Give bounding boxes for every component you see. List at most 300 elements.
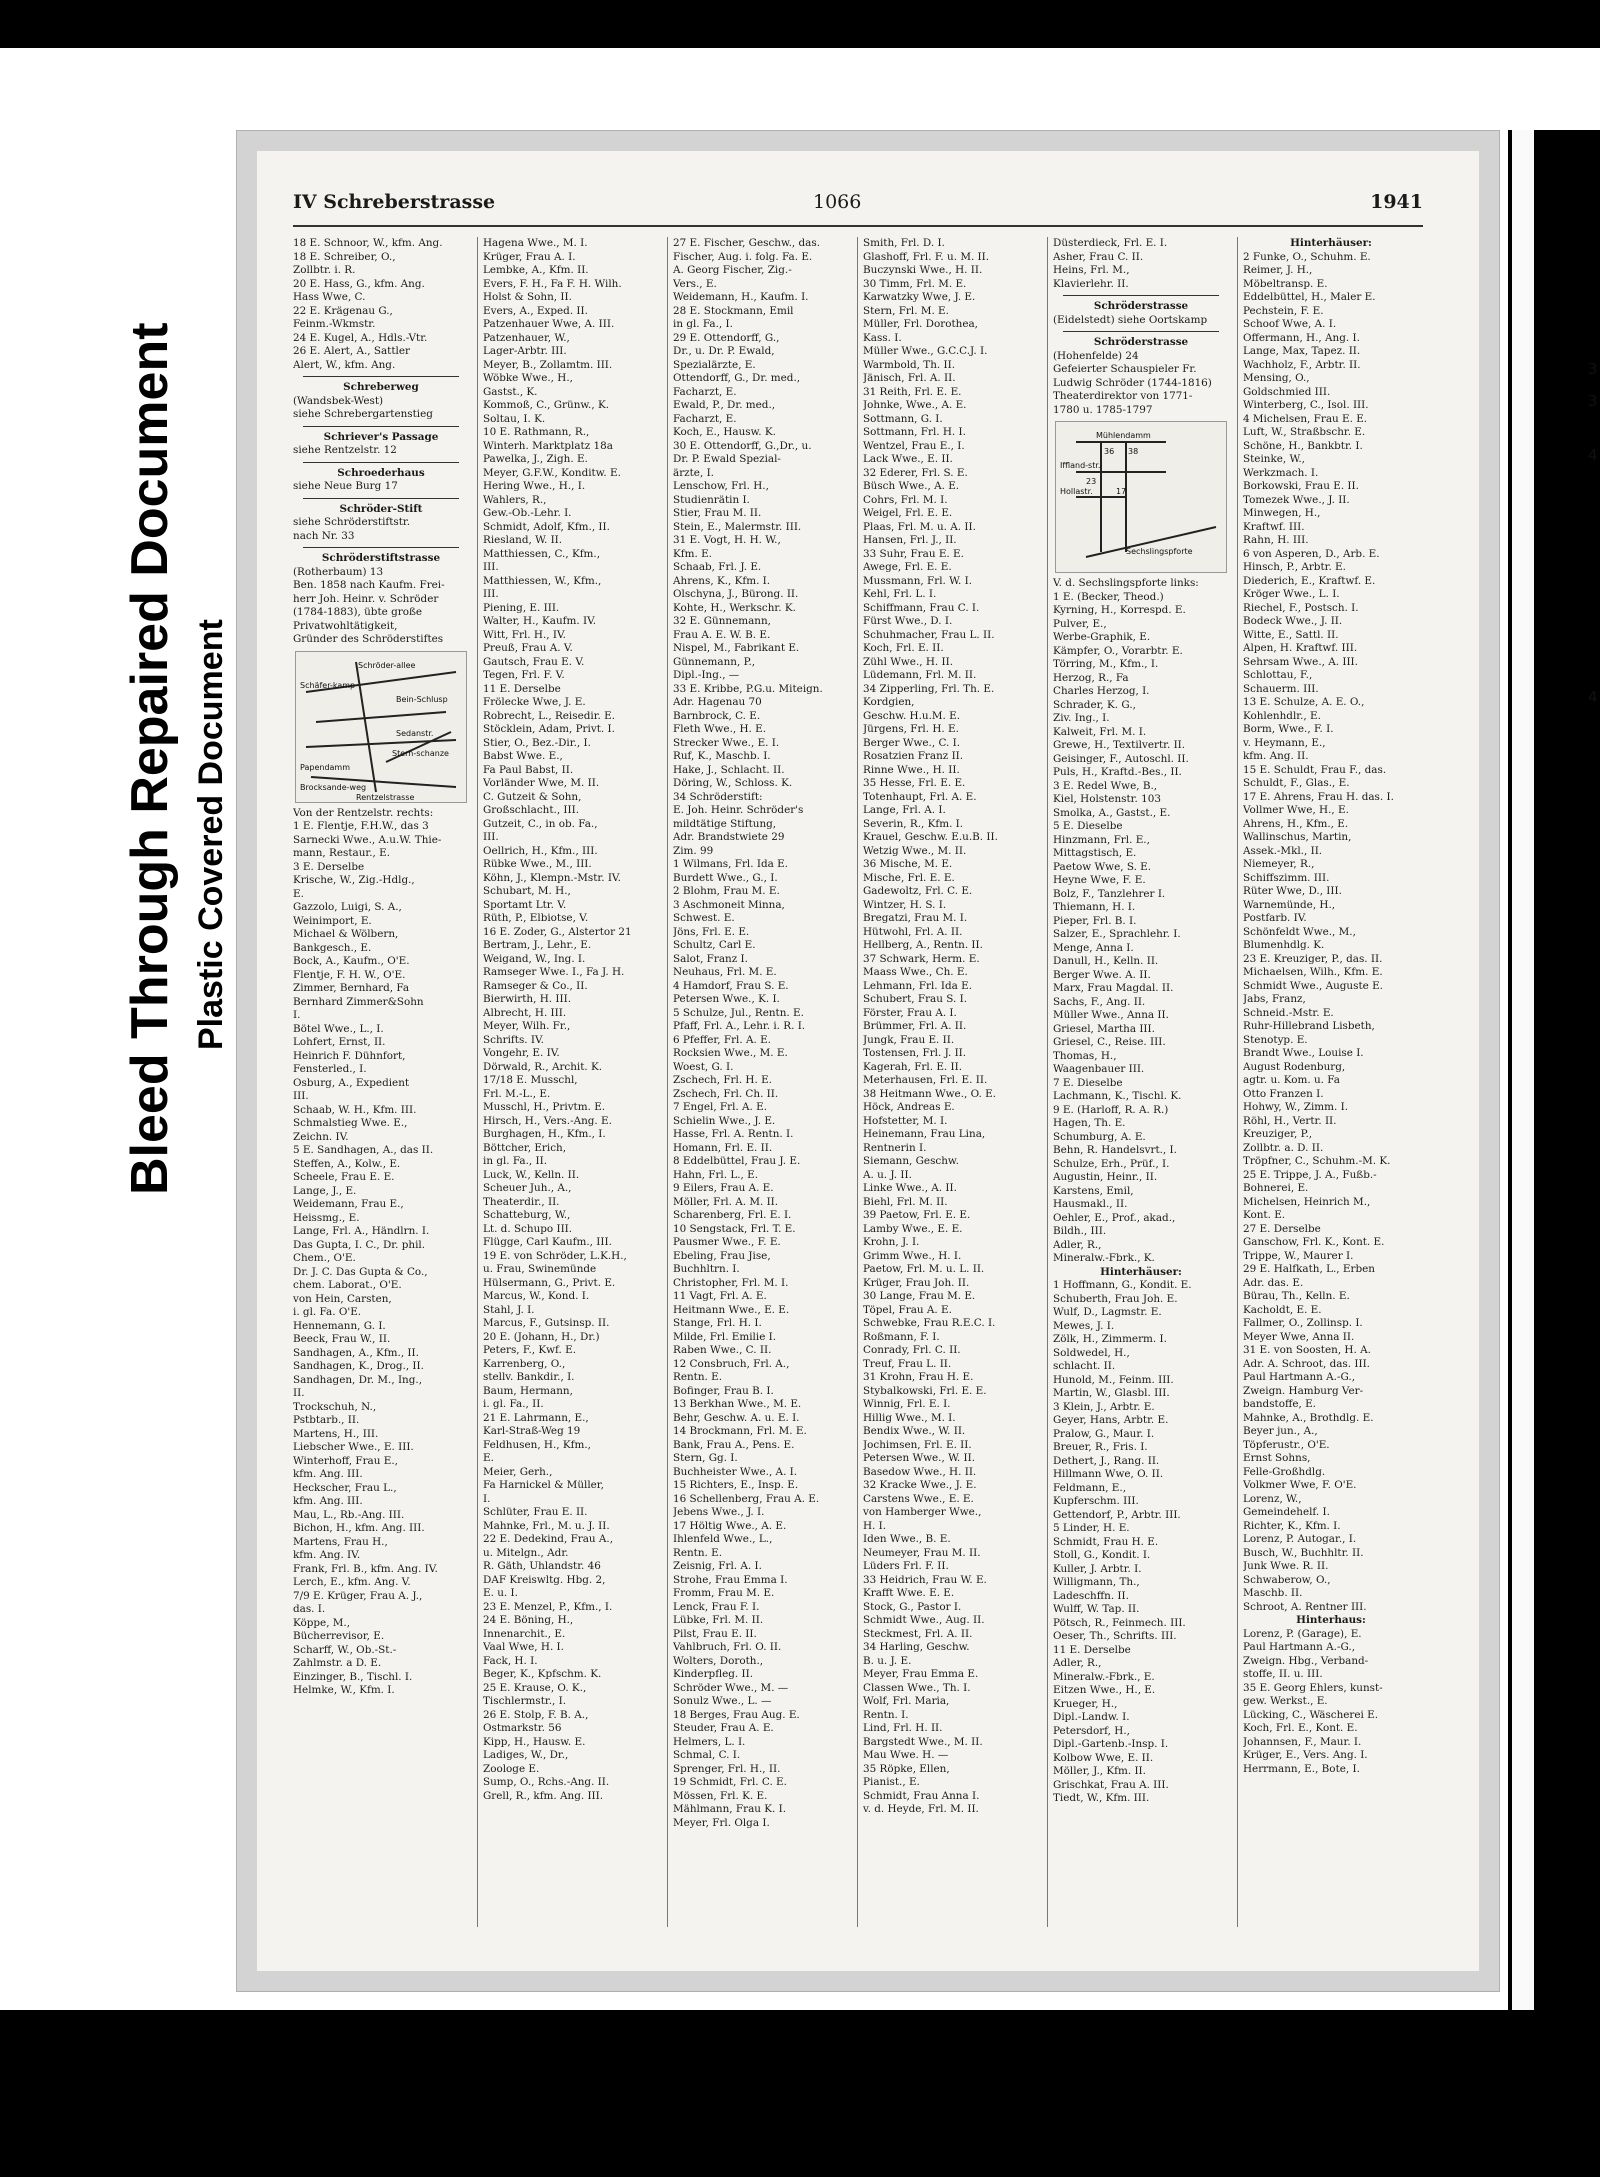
directory-entry: Höck, Andreas E. bbox=[863, 1101, 955, 1113]
directory-entry: Tiedt, W., Kfm. III. bbox=[1053, 1792, 1150, 1804]
directory-entry: 29 E. Ottendorff, G., bbox=[673, 331, 780, 344]
directory-entry: Neuhaus, Frl. M. E. bbox=[673, 966, 777, 978]
directory-entry: 25 E. Trippe, J. A., Fußb.- bbox=[1243, 1168, 1377, 1181]
directory-entry: Schoof Wwe, A. I. bbox=[1243, 318, 1337, 330]
directory-entry: Behn, R. Handelsvrt., I. bbox=[1053, 1144, 1177, 1156]
directory-entry: Kinderpfleg. II. bbox=[673, 1668, 754, 1680]
directory-entry: Ladiges, W., Dr., bbox=[483, 1749, 569, 1761]
directory-entry: Luck, W., Kelln. II. bbox=[483, 1168, 580, 1181]
directory-entry: Krafft Wwe. E. E. bbox=[863, 1587, 955, 1599]
map-label: Iffland-str. bbox=[1060, 461, 1101, 470]
directory-entry: Jürgens, Frl. H. E. bbox=[863, 723, 959, 735]
directory-entry: Schroederhaus bbox=[337, 466, 425, 479]
directory-entry: Oellrich, H., Kfm., III. bbox=[483, 844, 598, 857]
directory-entry: Minwegen, H., bbox=[1243, 507, 1321, 519]
map-label: Rentzelstrasse bbox=[356, 792, 415, 802]
directory-entry: Warnemünde, H., bbox=[1243, 898, 1336, 911]
directory-entry: Hunold, M., Feinm. III. bbox=[1053, 1373, 1174, 1386]
street-map-hohenfelde bbox=[1055, 421, 1227, 573]
directory-entry: Barnbrock, C. E. bbox=[673, 709, 761, 722]
directory-entry: 5 E. Sandhagen, A., das II. bbox=[293, 1144, 434, 1156]
directory-entry: 22 E. Krägenau G., bbox=[293, 304, 393, 317]
directory-entry: Witte, E., Sattl. II. bbox=[1243, 628, 1339, 641]
directory-entry: A. Georg Fischer, Zig.- bbox=[673, 264, 792, 276]
directory-entry: 9 E. (Harloff, R. A. R.) bbox=[1053, 1103, 1169, 1116]
directory-entry: in gl. Fa., I. bbox=[673, 318, 733, 330]
directory-entry: Schrifts. IV. bbox=[483, 1033, 544, 1046]
directory-entry: Adler, R., bbox=[1053, 1238, 1102, 1251]
year-label: 1941 bbox=[1370, 191, 1423, 213]
directory-entry: E. u. I. bbox=[483, 1587, 518, 1599]
directory-entry: Wintzer, H. S. I. bbox=[863, 898, 947, 911]
directory-entry: Marx, Frau Magdal. II. bbox=[1053, 982, 1174, 994]
directory-entry: 12 Consbruch, Frl. A., bbox=[673, 1357, 790, 1370]
directory-entry: Bichon, H., kfm. Ang. III. bbox=[293, 1522, 425, 1534]
directory-entry: Hinsch, P., Arbtr. E. bbox=[1243, 561, 1346, 573]
directory-entry: agtr. u. Kom. u. Fa bbox=[1243, 1074, 1340, 1086]
directory-entry: Vaal Wwe, H. I. bbox=[483, 1641, 564, 1653]
directory-entry: Patzenhauer Wwe, A. III. bbox=[483, 318, 615, 330]
directory-entry: 31 Reith, Frl. E. E. bbox=[863, 385, 962, 398]
directory-entry: Kiel, Holstenstr. 103 bbox=[1053, 793, 1161, 805]
directory-entry: 6 Pfeffer, Frl. A. E. bbox=[673, 1033, 771, 1046]
directory-entry: Sottmann, Frl. H. I. bbox=[863, 426, 966, 438]
directory-entry: Wulff, W. Tap. II. bbox=[1053, 1603, 1140, 1615]
directory-entry: Sachs, F., Ang. II. bbox=[1053, 995, 1146, 1008]
page-number: 1066 bbox=[813, 191, 862, 213]
directory-entry: DAF Kreiswltg. Hbg. 2, bbox=[483, 1573, 606, 1586]
directory-entry: Wolters, Doroth., bbox=[673, 1654, 764, 1667]
directory-entry: Töpel, Frau A. E. bbox=[863, 1303, 952, 1316]
directory-entry: Fa Paul Babst, II. bbox=[483, 763, 574, 776]
directory-entry: Zweign. Hbg., Verband- bbox=[1243, 1654, 1369, 1667]
directory-entry: Classen Wwe., Th. I. bbox=[863, 1681, 971, 1694]
directory-entry: Stöcklein, Adam, Privt. I. bbox=[483, 723, 615, 735]
map-label: Sedanstr. bbox=[396, 728, 434, 738]
directory-entry: Gastst., K. bbox=[483, 385, 538, 398]
directory-entry: Gründer des Schröderstiftes bbox=[293, 633, 444, 645]
directory-entry: 11 E. Derselbe bbox=[483, 682, 561, 695]
directory-entry: Richter, K., Kfm. I. bbox=[1243, 1519, 1341, 1532]
directory-entry: 16 Schellenberg, Frau A. E. bbox=[673, 1492, 820, 1505]
directory-entry: Büsch Wwe., A. E. bbox=[863, 480, 960, 492]
column-divider bbox=[477, 237, 478, 1927]
map-label: Papendamm bbox=[300, 762, 351, 772]
directory-entry: 18 E. Schnoor, W., kfm. Ang. bbox=[293, 237, 443, 249]
directory-entry: 11 E. Derselbe bbox=[1053, 1643, 1131, 1656]
directory-entry: Brümmer, Frl. A. II. bbox=[863, 1020, 967, 1032]
map-label: Stern-schanze bbox=[392, 748, 449, 758]
section-separator bbox=[303, 426, 459, 427]
directory-entry: Rentn. E. bbox=[673, 1371, 723, 1383]
directory-entry: Breuer, R., Fris. I. bbox=[1053, 1441, 1148, 1453]
directory-entry: 22 E. Dedekind, Frau A., bbox=[483, 1533, 614, 1545]
directory-entry: Hinzmann, Frl. E., bbox=[1053, 833, 1150, 846]
directory-entry: Feldhusen, H., Kfm., bbox=[483, 1438, 591, 1451]
directory-entry: Fleth Wwe., H. E. bbox=[673, 723, 767, 735]
directory-entry: Blumenhdlg. K. bbox=[1243, 939, 1325, 951]
directory-entry: Hellberg, A., Rentn. II. bbox=[863, 939, 983, 951]
directory-entry: Evers, A., Exped. II. bbox=[483, 304, 588, 317]
directory-entry: Hohwy, W., Zimm. I. bbox=[1243, 1101, 1349, 1113]
directory-entry: Zollbtr. a. D. II. bbox=[1243, 1141, 1324, 1154]
directory-entry: Koch, Frl. E. II. bbox=[863, 642, 944, 654]
column-2 bbox=[483, 237, 659, 1937]
directory-entry: Mählmann, Frau K. I. bbox=[673, 1803, 787, 1815]
directory-entry: Schrader, K. G., bbox=[1053, 698, 1136, 711]
directory-entry: Martin, W., Glasbl. III. bbox=[1053, 1387, 1170, 1399]
directory-entry: Krische, W., Zig.-Hdlg., bbox=[293, 874, 415, 886]
directory-entry: Mahnke, Frl., M. u. J. II. bbox=[483, 1519, 610, 1532]
directory-entry: Jabs, Franz, bbox=[1243, 993, 1306, 1005]
directory-entry: 32 E. Günnemann, bbox=[673, 615, 771, 627]
column-4 bbox=[863, 237, 1039, 1937]
directory-entry: Siemann, Geschw. bbox=[863, 1155, 959, 1167]
directory-entry: Woest, G. I. bbox=[673, 1060, 734, 1073]
directory-entry: Gettendorf, P., Arbtr. III. bbox=[1053, 1508, 1181, 1521]
directory-entry: Strohe, Frau Emma I. bbox=[673, 1573, 788, 1586]
directory-entry: Behr, Geschw. A. u. E. I. bbox=[673, 1411, 800, 1424]
directory-entry: Strecker Wwe., E. I. bbox=[673, 736, 780, 749]
directory-entry: 4 Michelsen, Frau E. E. bbox=[1243, 412, 1368, 425]
directory-entry: Schreberweg bbox=[343, 381, 419, 393]
directory-entry: Trockschuh, N., bbox=[293, 1400, 377, 1413]
directory-entry: Zweign. Hamburg Ver- bbox=[1243, 1384, 1364, 1397]
directory-entry: Fischer, Aug. i. folg. Fa. E. bbox=[673, 250, 813, 263]
directory-entry: Fürst Wwe., D. I. bbox=[863, 615, 953, 627]
directory-entry: Zschech, Frl. Ch. II. bbox=[673, 1087, 779, 1100]
directory-entry: Hirsch, H., Vers.-Ang. E. bbox=[483, 1114, 612, 1127]
directory-entry: Scheele, Frau E. E. bbox=[293, 1171, 395, 1183]
directory-entry: Kuller, J. Arbtr. I. bbox=[1053, 1562, 1142, 1575]
directory-entry: Adr. Hagenau 70 bbox=[673, 696, 762, 708]
directory-entry: Dethert, J., Rang. II. bbox=[1053, 1454, 1160, 1467]
directory-entry: Wolf, Frl. Maria, bbox=[863, 1695, 950, 1707]
directory-entry: Ruhr-Hillebrand Lisbeth, bbox=[1243, 1020, 1375, 1032]
directory-entry: Griesel, C., Reise. III. bbox=[1053, 1036, 1166, 1048]
map-label: Brocksande-weg bbox=[300, 782, 367, 792]
directory-entry: Fensterled., I. bbox=[293, 1063, 367, 1075]
directory-entry: Zim. 99 bbox=[673, 844, 714, 857]
directory-entry: Hinterhäuser: bbox=[1100, 1265, 1182, 1278]
directory-entry: Lorenz, W., bbox=[1243, 1492, 1302, 1505]
directory-entry: Ewald, P., Dr. med., bbox=[673, 399, 776, 411]
directory-entry: Thomas, H., bbox=[1053, 1049, 1117, 1062]
directory-entry: Feldmann, E., bbox=[1053, 1481, 1126, 1494]
column-5 bbox=[1053, 237, 1229, 1937]
directory-entry: Paul Hartmann A.-G., bbox=[1243, 1371, 1356, 1383]
adjacent-page-strip bbox=[1512, 130, 1534, 2010]
directory-entry: Weigand, W., Ing. I. bbox=[483, 952, 586, 965]
directory-entry: Fallmer, O., Zollinsp. I. bbox=[1243, 1317, 1363, 1329]
directory-entry: 3 E. Redel Wwe, B., bbox=[1053, 779, 1158, 792]
directory-entry: Nispel, M., Fabrikant E. bbox=[673, 642, 800, 654]
directory-entry: Meterhausen, Frl. E. II. bbox=[863, 1074, 988, 1086]
column-6 bbox=[1243, 237, 1419, 1937]
directory-entry: Conrady, Frl. C. II. bbox=[863, 1344, 961, 1356]
directory-entry: Musschl, H., Privtm. E. bbox=[483, 1101, 606, 1113]
directory-entry: 6 von Asperen, D., Arb. E. bbox=[1243, 547, 1380, 560]
directory-entry: 4 Hamdorf, Frau S. E. bbox=[673, 979, 789, 992]
directory-entry: 13 Berkhan Wwe., M. E. bbox=[673, 1398, 802, 1410]
directory-entry: Stenotyp. E. bbox=[1243, 1033, 1308, 1046]
directory-entry: Bregatzi, Frau M. I. bbox=[863, 912, 968, 924]
directory-entry: Döring, W., Schloss. K. bbox=[673, 777, 793, 789]
directory-entry: Wachholz, F., Arbtr. II. bbox=[1243, 358, 1361, 371]
directory-entry: siehe Schrebergartenstieg bbox=[293, 408, 433, 420]
directory-entry: siehe Rentzelstr. 12 bbox=[293, 444, 397, 456]
directory-entry: i. gl. Fa. O'E. bbox=[293, 1306, 362, 1318]
directory-entry: 7/9 E. Krüger, Frau A. J., bbox=[293, 1589, 423, 1602]
directory-entry: Kupferschm. III. bbox=[1053, 1495, 1139, 1507]
directory-entry: Otto Franzen I. bbox=[1243, 1087, 1324, 1100]
directory-entry: Schönfeldt Wwe., M., bbox=[1243, 925, 1356, 938]
directory-entry: Mensing, O., bbox=[1243, 372, 1310, 384]
directory-entry: Lamby Wwe., E. E. bbox=[863, 1222, 963, 1235]
directory-entry: schlacht. II. bbox=[1053, 1360, 1116, 1372]
directory-entry: Danull, H., Kelln. II. bbox=[1053, 955, 1159, 967]
directory-entry: Petersen Wwe., W. II. bbox=[863, 1452, 976, 1464]
directory-entry: Schatteburg, W., bbox=[483, 1209, 571, 1221]
directory-entry: Stern, Gg. I. bbox=[673, 1452, 738, 1464]
directory-entry: Kfm. E. bbox=[673, 547, 712, 560]
directory-entry: Schubert, Frau S. I. bbox=[863, 993, 967, 1005]
directory-entry: Mittagstisch, E. bbox=[1053, 847, 1137, 859]
directory-entry: Ostmarkstr. 56 bbox=[483, 1722, 562, 1734]
directory-entry: Soltau, I. K. bbox=[483, 412, 546, 425]
directory-entry: Lenschow, Frl. H., bbox=[673, 480, 769, 492]
directory-entry: Vollmer Wwe, H., E. bbox=[1243, 804, 1349, 816]
map-label: 36 bbox=[1104, 447, 1115, 456]
directory-entry: Ladeschffn. II. bbox=[1053, 1589, 1129, 1602]
directory-entry: Awege, Frl. E. E. bbox=[863, 561, 952, 573]
directory-entry: Osburg, A., Expedient bbox=[293, 1076, 410, 1089]
directory-entry: Tröpfner, C., Schuhm.-M. K. bbox=[1243, 1155, 1391, 1167]
directory-entry: Buchhltrn. I. bbox=[673, 1263, 740, 1275]
directory-entry: Schwest. E. bbox=[673, 912, 735, 924]
directory-entry: Mössen, Frl. K. E. bbox=[673, 1789, 768, 1802]
edge-mark: 3 bbox=[1588, 392, 1598, 410]
directory-entry: Meier, Gerh., bbox=[483, 1465, 553, 1478]
directory-entry: Eddelbüttel, H., Maler E. bbox=[1243, 291, 1376, 303]
directory-entry: 8 Eddelbüttel, Frau J. E. bbox=[673, 1155, 801, 1167]
directory-entry: Vahlbruch, Frl. O. II. bbox=[673, 1641, 782, 1653]
directory-entry: Weidemann, H., Kaufm. I. bbox=[673, 291, 809, 303]
directory-entry: ärzte, I. bbox=[673, 466, 714, 479]
column-divider bbox=[1047, 237, 1048, 1927]
directory-entry: Ramseger & Co., II. bbox=[483, 979, 588, 992]
directory-entry: kfm. Ang. III. bbox=[293, 1495, 363, 1507]
directory-entry: Rentnerin I. bbox=[863, 1141, 927, 1154]
directory-entry: Stybalkowski, Frl. E. E. bbox=[863, 1384, 987, 1397]
directory-entry: Sonulz Wwe., L. — bbox=[673, 1695, 772, 1707]
directory-entry: Einzinger, B., Tischl. I. bbox=[293, 1670, 413, 1683]
directory-entry: Ernst Sohns, bbox=[1243, 1452, 1311, 1464]
directory-entry: Kröger Wwe., L. I. bbox=[1243, 588, 1340, 600]
directory-entry: Kraftwf. III. bbox=[1243, 520, 1305, 533]
directory-entry: 37 Schwark, Herm. E. bbox=[863, 952, 980, 965]
directory-entry: Das Gupta, I. C., Dr. phil. bbox=[293, 1238, 426, 1251]
directory-entry: Herzog, R., Fa bbox=[1053, 671, 1129, 684]
directory-entry: E. bbox=[293, 887, 304, 900]
directory-entry: Lücking, C., Wäscherei E. bbox=[1243, 1708, 1379, 1721]
directory-entry: Bürau, Th., Kelln. E. bbox=[1243, 1290, 1350, 1302]
directory-entry: 7 Engel, Frl. A. E. bbox=[673, 1101, 768, 1113]
directory-entry: 18 E. Schreiber, O., bbox=[293, 250, 396, 263]
directory-entry: Dörwald, R., Archit. K. bbox=[483, 1060, 603, 1073]
directory-entry: Grischkat, Frau A. III. bbox=[1053, 1778, 1169, 1791]
directory-entry: Sprenger, Frl. H., II. bbox=[673, 1762, 781, 1775]
directory-entry: Gefeierter Schauspieler Fr. bbox=[1053, 363, 1197, 375]
directory-entry: Riesland, W. II. bbox=[483, 534, 563, 546]
directory-entry: Schmal, C. I. bbox=[673, 1749, 741, 1761]
directory-entry: Heckscher, Frau L., bbox=[293, 1481, 397, 1494]
directory-entry: Geyer, Hans, Arbtr. E. bbox=[1053, 1414, 1169, 1426]
directory-entry: Adr. A. Schroot, das. III. bbox=[1243, 1357, 1370, 1370]
directory-entry: Zahlmstr. a D. E. bbox=[293, 1657, 382, 1669]
directory-entry: 23 E. Kreuziger, P., das. II. bbox=[1243, 952, 1383, 965]
directory-entry: 1780 u. 1785-1797 bbox=[1053, 403, 1153, 416]
directory-entry: Fromm, Frau M. E. bbox=[673, 1587, 775, 1599]
directory-entry: Großschlacht., III. bbox=[483, 804, 580, 816]
directory-entry: Mineralw.-Fbrk., K. bbox=[1053, 1252, 1155, 1264]
directory-entry: Hass Wwe, C. bbox=[293, 291, 366, 303]
directory-entry: 35 Hesse, Frl. E. E. bbox=[863, 777, 966, 789]
directory-entry: Innenarchit., E. bbox=[483, 1627, 566, 1640]
directory-entry: II. bbox=[293, 1387, 305, 1399]
map-label: Mühlendamm bbox=[1096, 431, 1151, 440]
directory-entry: August Rodenburg, bbox=[1243, 1060, 1346, 1073]
directory-entry: siehe Neue Burg 17 bbox=[293, 480, 398, 492]
directory-entry: Hülsermann, G., Privt. E. bbox=[483, 1276, 616, 1289]
directory-entry: 33 Suhr, Frau E. E. bbox=[863, 547, 964, 560]
directory-entry: Hasse, Frl. A. Rentn. I. bbox=[673, 1128, 794, 1140]
directory-entry: Rentn. I. bbox=[863, 1708, 909, 1721]
directory-entry: Albrecht, H. III. bbox=[483, 1006, 567, 1019]
directory-entry: Kämpfer, O., Vorarbtr. E. bbox=[1053, 644, 1183, 657]
directory-entry: 15 E. Schuldt, Frau F., das. bbox=[1243, 763, 1387, 776]
directory-entry: Berger Wwe. A. II. bbox=[1053, 968, 1151, 981]
directory-entry: Törring, M., Kfm., I. bbox=[1053, 658, 1159, 670]
directory-entry: 24 E. Böning, H., bbox=[483, 1614, 574, 1626]
directory-entry: Bolz, F., Tanzlehrer I. bbox=[1053, 887, 1166, 900]
section-separator bbox=[303, 498, 459, 499]
directory-entry: Evers, F. H., Fa F. H. Wilh. bbox=[483, 277, 622, 290]
directory-entry: Schmidt, Adolf, Kfm., II. bbox=[483, 520, 610, 533]
directory-entry: Schmidt Wwe., Aug. II. bbox=[863, 1614, 985, 1626]
directory-entry: 17 Höltig Wwe., A. E. bbox=[673, 1519, 787, 1532]
directory-entry: Hinterhäuser: bbox=[1290, 237, 1372, 249]
page-header bbox=[293, 191, 1423, 225]
directory-entry: Wöbke Wwe., H., bbox=[483, 372, 573, 384]
directory-entry: Hering Wwe., H., I. bbox=[483, 480, 586, 492]
directory-entry: Zimmer, Bernhard, Fa bbox=[293, 982, 410, 994]
directory-entry: Stoll, G., Kondit. I. bbox=[1053, 1549, 1151, 1561]
directory-entry: Lorenz, P. (Garage), E. bbox=[1243, 1627, 1362, 1640]
directory-entry: Krohn, J. I. bbox=[863, 1236, 920, 1248]
directory-entry: Ludwig Schröder (1744-1816) bbox=[1053, 376, 1212, 389]
directory-entry: Schröderstiftstrasse bbox=[321, 552, 441, 564]
directory-entry: Helmke, W., Kfm. I. bbox=[293, 1684, 395, 1696]
directory-entry: Junk Wwe. R. II. bbox=[1243, 1560, 1329, 1572]
directory-entry: Burdett Wwe., G., I. bbox=[673, 871, 778, 884]
map-label: 23 bbox=[1086, 477, 1097, 486]
directory-entry: Severin, R., Kfm. I. bbox=[863, 817, 964, 830]
directory-entry: Beger, K., Kpfschm. K. bbox=[483, 1668, 602, 1680]
directory-entry: Förster, Frau A. I. bbox=[863, 1006, 957, 1019]
directory-entry: Vers., E. bbox=[673, 277, 717, 290]
directory-entry: Schulze, Erh., Prüf., I. bbox=[1053, 1157, 1170, 1170]
directory-entry: 31 E. Vogt, H. H. W., bbox=[673, 534, 781, 546]
bleed-through-label: Bleed Through Repaired Document bbox=[121, 322, 179, 1195]
column-3 bbox=[673, 237, 849, 1937]
directory-entry: Bargstedt Wwe., M. II. bbox=[863, 1735, 983, 1748]
directory-entry: Goldschmied III. bbox=[1243, 385, 1331, 398]
directory-entry: Jungk, Frau E. II. bbox=[863, 1033, 955, 1046]
directory-entry: Johnke, Wwe., A. E. bbox=[863, 399, 967, 411]
directory-entry: Hansen, Frl. J., II. bbox=[863, 534, 957, 546]
directory-entry: Sandhagen, A., Kfm., II. bbox=[293, 1346, 419, 1359]
directory-entry: Eitzen Wwe., H., E. bbox=[1053, 1684, 1156, 1696]
directory-entry: Wahlers, R., bbox=[483, 493, 547, 506]
directory-entry: Lüdemann, Frl. M. II. bbox=[863, 669, 977, 681]
directory-entry: Hofstetter, M. I. bbox=[863, 1114, 948, 1127]
directory-entry: Augustin, Heinr., II. bbox=[1053, 1171, 1158, 1183]
directory-entry: 26 E. Alert, A., Sattler bbox=[293, 345, 410, 357]
directory-entry: Baum, Hermann, bbox=[483, 1384, 573, 1397]
directory-entry: 20 E. (Johann, H., Dr.) bbox=[483, 1330, 600, 1343]
directory-entry: 5 E. Dieselbe bbox=[1053, 820, 1123, 832]
directory-entry: III. bbox=[483, 588, 499, 600]
directory-entry: Zühl Wwe., H. II. bbox=[863, 655, 954, 668]
directory-entry: Heinrich F. Dühnfort, bbox=[293, 1049, 406, 1062]
directory-entry: Bendix Wwe., W. II. bbox=[863, 1425, 966, 1437]
directory-entry: 23 E. Menzel, P., Kfm., I. bbox=[483, 1600, 613, 1613]
directory-entry: 1 Hoffmann, G., Kondit. E. bbox=[1053, 1279, 1192, 1291]
directory-entry: Kass. I. bbox=[863, 331, 902, 344]
directory-entry: 2 Funke, O., Schuhm. E. bbox=[1243, 250, 1371, 263]
directory-entry: Stock, G., Pastor I. bbox=[863, 1600, 962, 1613]
directory-entry: Röhl, H., Vertr. II. bbox=[1243, 1114, 1337, 1127]
directory-entry: Feinm.-Wkmstr. bbox=[293, 318, 376, 330]
directory-entry: 16 E. Zoder, G., Alstertor 21 bbox=[483, 925, 632, 938]
directory-entry: (Eidelstedt) siehe Oortskamp bbox=[1053, 313, 1208, 326]
directory-entry: bandstoffe, E. bbox=[1243, 1398, 1316, 1410]
directory-entry: Hausmakl., II. bbox=[1053, 1198, 1128, 1210]
directory-entry: 28 E. Stockmann, Emil bbox=[673, 304, 794, 317]
directory-entry: Matthiessen, W., Kfm., bbox=[483, 574, 602, 587]
directory-entry: Schröder Wwe., M. — bbox=[673, 1681, 789, 1694]
directory-entry: Gadewoltz, Frl. C. E. bbox=[863, 885, 973, 897]
directory-entry: Weinimport, E. bbox=[293, 914, 372, 927]
directory-entry: (Rotherbaum) 13 bbox=[293, 565, 384, 578]
directory-entry: Buchheister Wwe., A. I. bbox=[673, 1465, 798, 1478]
directory-entry: mildtätige Stiftung, bbox=[673, 817, 777, 830]
directory-entry: Mineralw.-Fbrk., E. bbox=[1053, 1670, 1155, 1683]
directory-entry: Facharzt, E. bbox=[673, 412, 737, 425]
directory-entry: Menge, Anna I. bbox=[1053, 941, 1134, 954]
directory-entry: Geisinger, F., Autoschl. II. bbox=[1053, 752, 1189, 765]
directory-entry: Fack, H. I. bbox=[483, 1654, 538, 1667]
directory-entry: Olschyna, J., Bürong. II. bbox=[673, 588, 799, 600]
directory-entry: Biehl, Frl. M. II. bbox=[863, 1195, 948, 1208]
directory-entry: kfm. Ang. III. bbox=[293, 1468, 363, 1480]
directory-entry: Stier, O., Bez.-Dir., I. bbox=[483, 736, 591, 749]
map-street-line bbox=[356, 662, 376, 792]
directory-entry: Meyer, Frau Emma E. bbox=[863, 1668, 979, 1680]
directory-entry: Schaab, W. H., Kfm. III. bbox=[293, 1103, 417, 1116]
directory-entry: III. bbox=[293, 1090, 309, 1102]
